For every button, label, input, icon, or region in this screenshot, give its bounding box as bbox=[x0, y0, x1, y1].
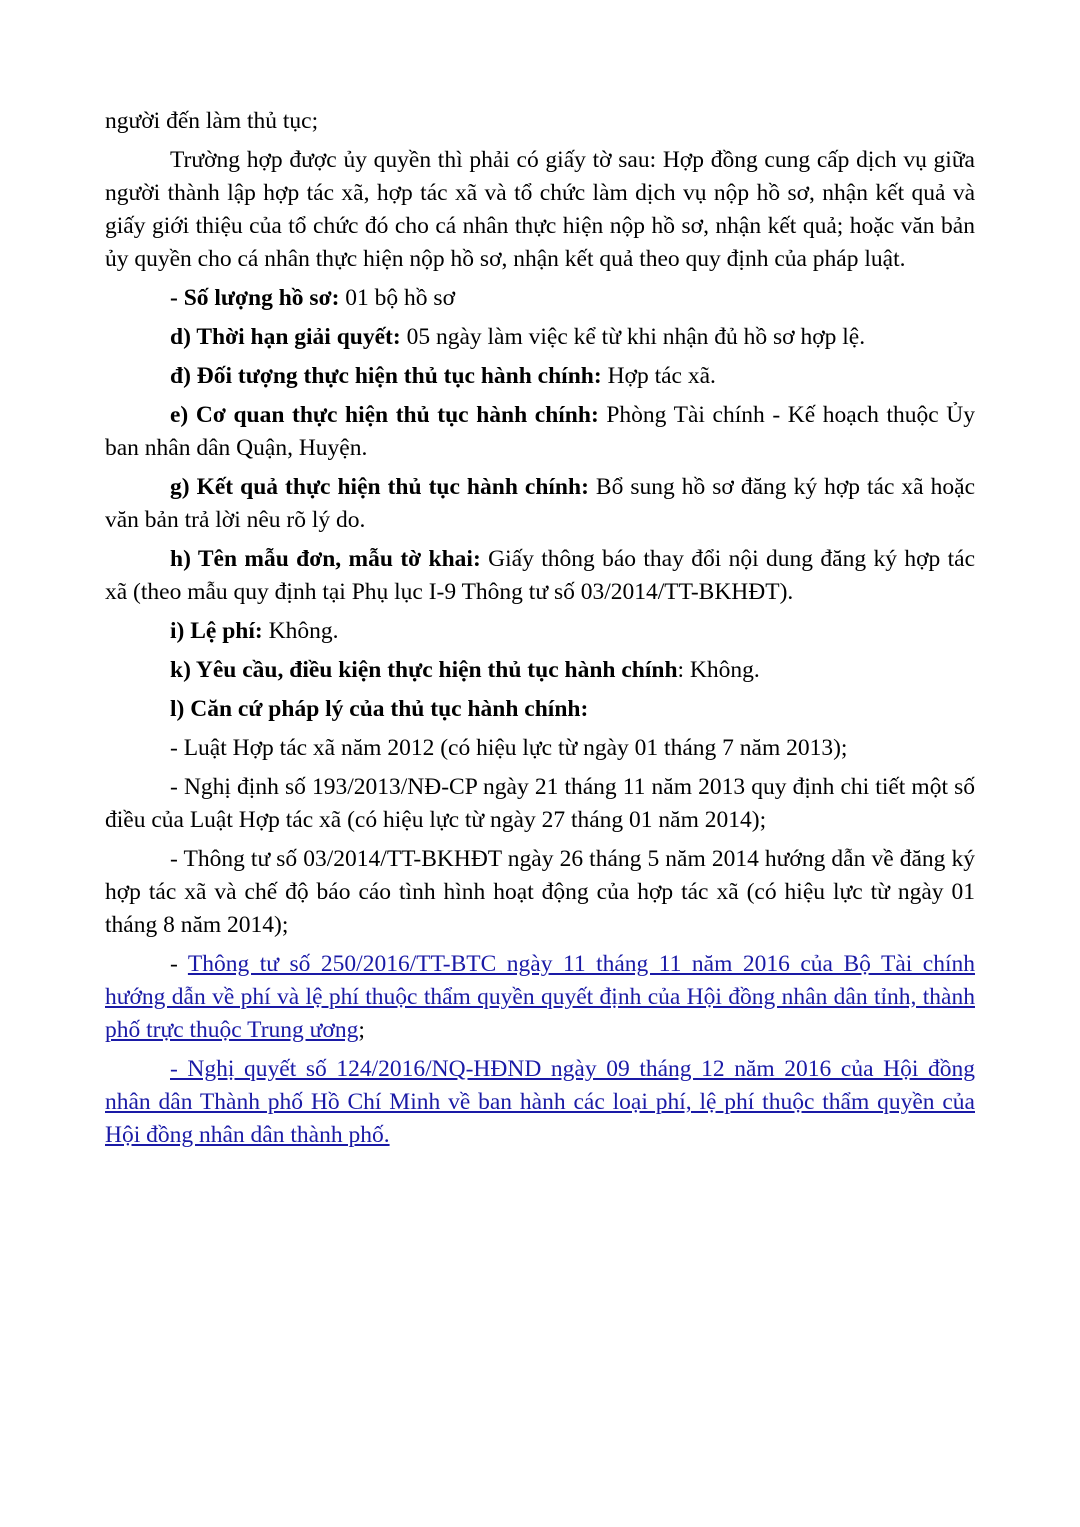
paragraph-label: h) Tên mẫu đơn, mẫu tờ khai: bbox=[170, 546, 481, 572]
paragraph bbox=[105, 399, 975, 465]
paragraph-label: d) Thời hạn giải quyết: bbox=[170, 324, 401, 350]
paragraph-text: người đến làm thủ tục; bbox=[105, 108, 319, 134]
reference-prefix: - bbox=[170, 951, 188, 977]
paragraph bbox=[105, 771, 975, 837]
paragraph-label: i) Lệ phí: bbox=[170, 618, 263, 644]
paragraph bbox=[105, 693, 975, 726]
reference-link[interactable]: Thông tư số 250/2016/TT-BTC ngày 11 tháng 11 năm 2016 của Bộ Tài chính hướng dẫn về phí và lệ phí thuộc thẩm quyền quyết định của Hội đồng nhân dân tỉnh, thành phố trực thuộc Trung ương bbox=[105, 951, 975, 1043]
paragraph bbox=[105, 321, 975, 354]
paragraph-label: - Số lượng hồ sơ: bbox=[170, 285, 340, 311]
paragraph-text: : Không. bbox=[677, 657, 760, 683]
paragraph-list bbox=[105, 105, 975, 942]
paragraph-text: Phòng Tài chính - Kế hoạch thuộc Ủy ban nhân dân Quận, Huyện. bbox=[105, 402, 975, 461]
paragraph-text: - Luật Hợp tác xã năm 2012 (có hiệu lực từ ngày 01 tháng 7 năm 2013); bbox=[170, 735, 848, 761]
paragraph bbox=[105, 732, 975, 765]
paragraph bbox=[105, 105, 975, 138]
paragraph bbox=[105, 471, 975, 537]
paragraph-label: l) Căn cứ pháp lý của thủ tục hành chính: bbox=[170, 696, 589, 722]
reference-paragraph bbox=[105, 1053, 975, 1152]
paragraph-label: k) Yêu cầu, điều kiện thực hiện thủ tục hành chính bbox=[170, 657, 678, 683]
link-list bbox=[105, 948, 975, 1152]
paragraph-text: - Nghị định số 193/2013/NĐ-CP ngày 21 tháng 11 năm 2013 quy định chi tiết một số điều của Luật Hợp tác xã (có hiệu lực từ ngày 27 tháng 01 năm 2014); bbox=[105, 774, 975, 833]
paragraph bbox=[105, 360, 975, 393]
paragraph-text: 05 ngày làm việc kể từ khi nhận đủ hồ sơ hợp lệ. bbox=[400, 324, 866, 350]
paragraph bbox=[105, 543, 975, 609]
paragraph bbox=[105, 144, 975, 276]
paragraph-text: - Thông tư số 03/2014/TT-BKHĐT ngày 26 tháng 5 năm 2014 hướng dẫn về đăng ký hợp tác xã và chế độ báo cáo tình hình hoạt động của hợp tác xã (có hiệu lực từ ngày 01 tháng 8 năm 2014); bbox=[105, 846, 975, 938]
paragraph-text: Trường hợp được ủy quyền thì phải có giấy tờ sau: Hợp đồng cung cấp dịch vụ giữa người thành lập hợp tác xã, hợp tác xã và tổ chức làm dịch vụ nộp hồ sơ, nhận kết quả và giấy giới thiệu của tổ chức đó cho cá nhân thực hiện nộp hồ sơ, nhận kết quả; hoặc văn bản ủy quyền cho cá nhân thực hiện nộp hồ sơ, nhận kết quả theo quy định của pháp luật. bbox=[105, 147, 975, 272]
paragraph-label: e) Cơ quan thực hiện thủ tục hành chính: bbox=[170, 402, 599, 428]
paragraph bbox=[105, 654, 975, 687]
paragraph-text: Hợp tác xã. bbox=[601, 363, 716, 389]
paragraph-label: đ) Đối tượng thực hiện thủ tục hành chính: bbox=[170, 363, 602, 389]
document-page bbox=[105, 105, 975, 1158]
paragraph-text: Giấy thông báo thay đổi nội dung đăng ký hợp tác xã (theo mẫu quy định tại Phụ lục I-9 Thông tư số 03/2014/TT-BKHĐT). bbox=[105, 546, 976, 605]
paragraph bbox=[105, 282, 975, 315]
reference-paragraph bbox=[105, 948, 975, 1047]
paragraph-text: Bổ sung hồ sơ đăng ký hợp tác xã hoặc văn bản trả lời nêu rõ lý do. bbox=[105, 474, 975, 533]
reference-suffix: ; bbox=[358, 1017, 365, 1043]
paragraph-label: g) Kết quả thực hiện thủ tục hành chính: bbox=[170, 474, 589, 500]
paragraph bbox=[105, 615, 975, 648]
paragraph-text: Không. bbox=[262, 618, 339, 644]
paragraph-text: 01 bộ hồ sơ bbox=[339, 285, 455, 311]
paragraph bbox=[105, 843, 975, 942]
reference-link[interactable]: - Nghị quyết số 124/2016/NQ-HĐND ngày 09 tháng 12 năm 2016 của Hội đồng nhân dân Thành phố Hồ Chí Minh về ban hành các loại phí, lệ phí thuộc thẩm quyền của Hội đồng nhân dân thành phố. bbox=[105, 1056, 975, 1148]
